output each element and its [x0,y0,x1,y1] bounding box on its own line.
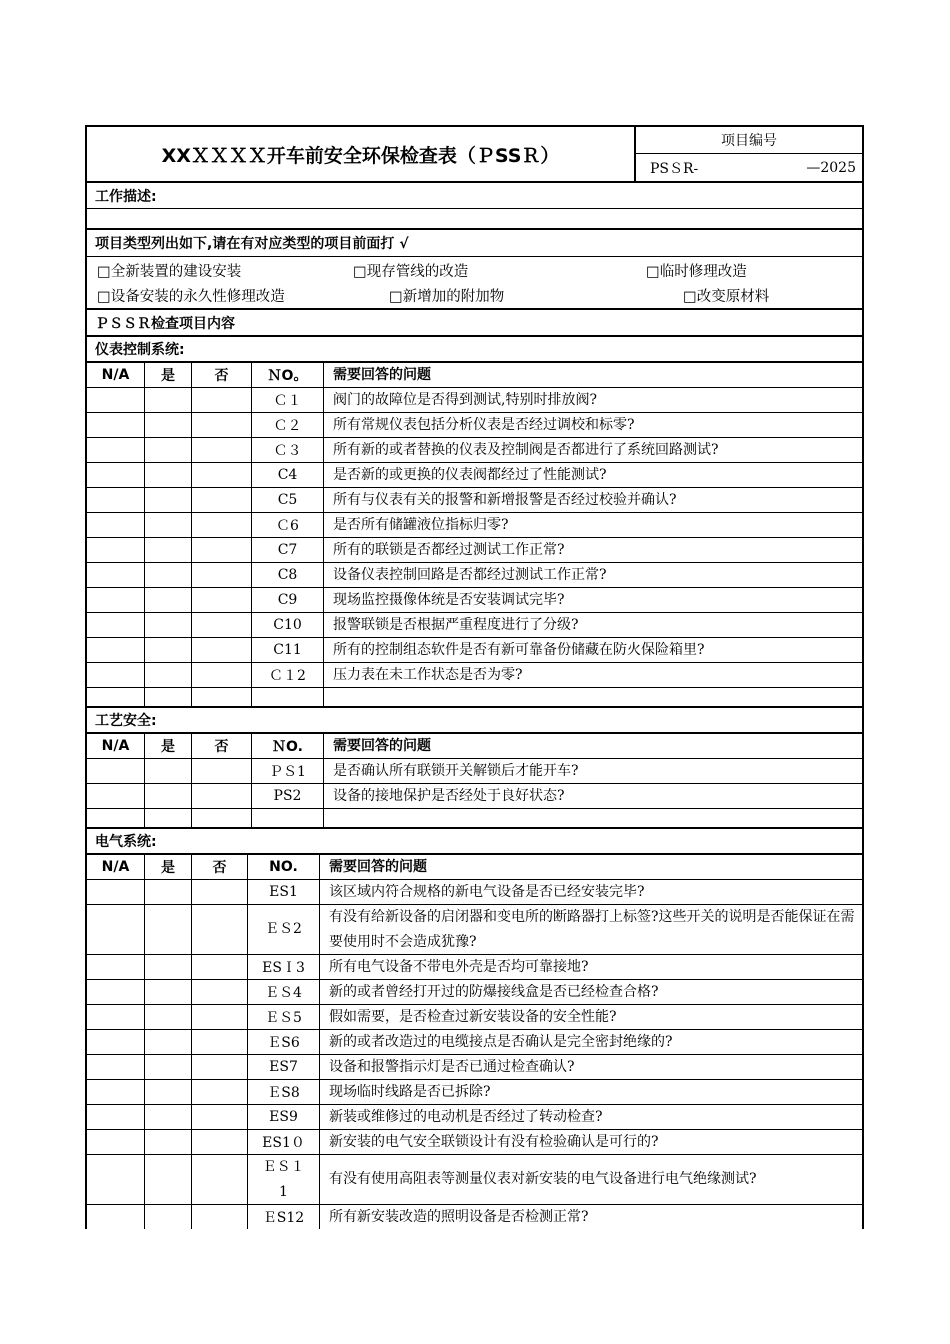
table-row [85,612,864,637]
yes-check-cell[interactable] [145,1105,192,1129]
col-question-header: 需要回答的问题 [333,366,431,383]
project-type-instruction-row [85,228,864,256]
question-text: 设备仪表控制回路是否都经过测试工作正常? [333,566,607,583]
question-text: 该区域内符合规格的新电气设备是否已经安装完毕? [329,883,645,900]
yes-check-cell[interactable] [145,588,192,612]
na-check-cell[interactable] [87,513,145,537]
na-check-cell[interactable] [87,955,145,979]
na-check-cell[interactable] [87,413,145,437]
pssr-checklist-form [85,125,864,1229]
question-text: 新装或维修过的电动机是否经过了转动检查? [329,1108,603,1125]
table-row [85,1204,864,1229]
table-row [85,637,864,662]
item-number: C10 [252,613,324,637]
section-title: 电气系统: [95,834,157,850]
no-check-cell[interactable] [192,1130,248,1154]
yes-check-cell[interactable] [145,388,192,412]
yes-check-cell[interactable] [145,955,192,979]
col-yes-header: 是 [145,855,192,879]
item-number: C4 [252,463,324,487]
no-check-cell[interactable] [192,1030,248,1054]
option-new-install-checkbox[interactable]: □全新装置的建设安装 [97,264,242,280]
question-text: 现场监控摄像体统是否安装调试完毕? [333,591,565,608]
table-row [85,808,864,827]
no-check-cell[interactable] [192,1205,248,1229]
pssr-content-row [85,308,864,335]
form-header [85,125,864,181]
col-question-header: 需要回答的问题 [333,737,431,754]
table-row [85,1004,864,1029]
no-check-cell[interactable] [192,613,252,637]
na-check-cell[interactable] [87,880,145,904]
table-row [85,1104,864,1129]
yes-check-cell[interactable] [145,488,192,512]
na-check-cell[interactable] [87,1005,145,1029]
question-text: 设备和报警指示灯是否已通过检查确认? [329,1058,575,1075]
question-text: 压力表在未工作状态是否为零? [333,666,523,683]
col-no-header: 否 [192,363,252,387]
question-text: 所有电气设备不带电外壳是否均可靠接地? [329,958,589,975]
no-check-cell[interactable] [192,980,248,1004]
work-description-label: 工作描述: [95,188,157,205]
no-check-cell[interactable] [192,1055,248,1079]
yes-check-cell[interactable] [145,1055,192,1079]
table-row [85,587,864,612]
table-row [85,462,864,487]
item-number: ＥＳ１1 [248,1155,320,1204]
no-check-cell[interactable] [192,413,252,437]
table-row [85,954,864,979]
na-check-cell[interactable] [87,759,145,783]
section-title-row-electrical [85,827,864,853]
yes-check-cell[interactable] [145,613,192,637]
yes-check-cell[interactable] [145,413,192,437]
yes-check-cell[interactable] [145,784,192,808]
na-check-cell[interactable] [87,980,145,1004]
col-na-header: N/A [87,734,145,758]
no-check-cell[interactable] [192,880,248,904]
no-check-cell[interactable] [192,638,252,662]
table-row [85,1029,864,1054]
yes-check-cell[interactable] [145,1080,192,1104]
na-check-cell[interactable] [87,638,145,662]
na-check-cell[interactable] [87,1030,145,1054]
table-row [85,562,864,587]
project-no-suffix: —2025 [806,159,856,176]
question-text: 假如需要，是否检查过新安装设备的安全性能? [329,1008,617,1025]
question-text: 阀门的故障位是否得到测试,特别时排放阀? [333,391,597,408]
no-check-cell[interactable] [192,388,252,412]
col-number-header: NO. [248,855,320,879]
item-number: ＥＳ5 [248,1005,320,1029]
table-row [85,758,864,783]
col-no-header: 否 [192,855,248,879]
question-text: 新的或者改造过的电缆接点是否确认是完全密封绝缘的? [329,1033,673,1050]
table-row [85,1054,864,1079]
question-text [324,688,862,706]
na-check-cell[interactable] [87,1080,145,1104]
yes-check-cell[interactable] [145,513,192,537]
item-number: Ｃ１ [252,388,324,412]
item-number: ＥＳ4 [248,980,320,1004]
yes-check-cell[interactable] [145,1130,192,1154]
option-pipeline-modify-checkbox[interactable]: □现存管线的改造 [353,264,469,280]
na-check-cell[interactable] [87,563,145,587]
form-title: XXＸＸＸＸ开车前安全环保检查表（ＰSSＲ） [161,144,560,167]
na-check-cell[interactable] [87,538,145,562]
project-type-options-row-1 [87,258,862,283]
no-check-cell[interactable] [192,538,252,562]
table-row [85,979,864,1004]
table-row [85,1079,864,1104]
project-no-label: 项目编号 [721,133,777,149]
no-check-cell[interactable] [192,784,252,808]
section-title-row-instrument-control [85,335,864,361]
yes-check-cell[interactable] [145,1155,192,1204]
na-check-cell[interactable] [87,1055,145,1079]
item-number [252,809,324,827]
no-check-cell[interactable] [192,463,252,487]
item-number: Ｃ6 [252,513,324,537]
no-check-cell[interactable] [192,1005,248,1029]
item-number: ES1 [248,880,320,904]
yes-check-cell[interactable] [145,438,192,462]
table-row [85,904,864,954]
yes-check-cell[interactable] [145,1205,192,1229]
question-text: 所有与仪表有关的报警和新增报警是否经过校验并确认? [333,491,677,508]
item-number: ＥS6 [248,1030,320,1054]
question-text [324,809,862,827]
option-new-addition-checkbox[interactable]: □新增加的附加物 [389,289,505,305]
work-description-field[interactable] [85,208,864,228]
no-check-cell[interactable] [192,438,252,462]
question-text: 所有常规仪表包括分析仪表是否经过调校和标零? [333,416,635,433]
na-check-cell[interactable] [87,688,145,706]
question-text: 新的或者曾经打开过的防爆接线盒是否已经检查合格? [329,983,659,1000]
yes-check-cell[interactable] [145,538,192,562]
na-check-cell[interactable] [87,1130,145,1154]
no-check-cell[interactable] [192,1105,248,1129]
item-number: ESＩ3 [248,955,320,979]
sections-container [85,335,864,1229]
na-check-cell[interactable] [87,663,145,687]
section-title: 工艺安全: [95,713,157,729]
question-text: 现场临时线路是否已拆除? [329,1083,491,1100]
yes-check-cell[interactable] [145,980,192,1004]
item-number: C9 [252,588,324,612]
item-number: ES7 [248,1055,320,1079]
na-check-cell[interactable] [87,784,145,808]
na-check-cell[interactable] [87,463,145,487]
yes-check-cell[interactable] [145,759,192,783]
table-header-electrical [85,853,864,879]
section-title-row-process-safety [85,706,864,732]
item-number: C8 [252,563,324,587]
table-row [85,662,864,687]
table-row [85,412,864,437]
na-check-cell[interactable] [87,388,145,412]
yes-check-cell[interactable] [145,563,192,587]
na-check-cell[interactable] [87,613,145,637]
na-check-cell[interactable] [87,905,145,954]
question-text: 所有的控制组态软件是否有新可靠备份储藏在防火保险箱里? [333,641,705,658]
option-temp-repair-checkbox[interactable]: □临时修理改造 [646,264,747,280]
col-question-header: 需要回答的问题 [329,858,427,875]
work-description-row [85,181,864,208]
item-number: Ｃ２ [252,413,324,437]
no-check-cell[interactable] [192,905,248,954]
yes-check-cell[interactable] [145,663,192,687]
question-text: 是否所有储罐液位指标归零? [333,516,509,533]
question-text: 所有新安装改造的照明设备是否检测正常? [329,1208,589,1225]
no-check-cell[interactable] [192,488,252,512]
col-na-header: N/A [87,363,145,387]
section-title: 仪表控制系统: [95,342,185,358]
item-number: ES1０ [248,1130,320,1154]
col-no-header: 否 [192,734,252,758]
item-number: ＥS8 [248,1080,320,1104]
pssr-content-label: ＰＳＳＲ检查项目内容 [95,315,235,332]
col-number-header: ＮO。 [252,363,324,387]
table-row [85,687,864,706]
project-type-options-row-2 [87,283,862,308]
question-text: 设备的接地保护是否经处于良好状态? [333,787,565,804]
col-number-header: ＮO. [252,734,324,758]
question-text: 有没有使用高阻表等测量仪表对新安装的电气设备进行电气绝缘测试? [329,1171,757,1187]
item-number: ＰＳ1 [252,759,324,783]
na-check-cell[interactable] [87,438,145,462]
na-check-cell[interactable] [87,809,145,827]
yes-check-cell[interactable] [145,809,192,827]
item-number: C11 [252,638,324,662]
yes-check-cell[interactable] [145,463,192,487]
question-text: 新安装的电气安全联锁设计有没有检验确认是可行的? [329,1133,659,1150]
table-row [85,783,864,808]
question-text: 是否确认所有联锁开关解锁后才能开车? [333,762,579,779]
item-number: Ｃ１2 [252,663,324,687]
yes-check-cell[interactable] [145,905,192,954]
table-row [85,879,864,904]
no-check-cell[interactable] [192,955,248,979]
no-check-cell[interactable] [192,513,252,537]
item-number: ＥＳ2 [248,905,320,954]
table-header-instrument-control [85,361,864,387]
item-number: C5 [252,488,324,512]
option-permanent-repair-checkbox[interactable]: □设备安装的永久性修理改造 [97,289,285,305]
item-number: C7 [252,538,324,562]
table-row [85,1154,864,1204]
col-yes-header: 是 [145,734,192,758]
question-text: 有没有给新设备的启闭器和变电所的断路器打上标签?这些开关的说明是否能保证在需要使用时不会造成犹豫? [329,908,855,950]
item-number: ＥS12 [248,1205,320,1229]
question-text: 所有的联锁是否都经过测试工作正常? [333,541,565,558]
question-text: 所有新的或者替换的仪表及控制阀是否都进行了系统回路测试? [333,441,719,458]
table-row [85,487,864,512]
col-yes-header: 是 [145,363,192,387]
no-check-cell[interactable] [192,759,252,783]
na-check-cell[interactable] [87,1155,145,1204]
project-no-prefix: PSＳR- [650,160,699,177]
col-na-header: N/A [87,855,145,879]
table-row [85,537,864,562]
na-check-cell[interactable] [87,588,145,612]
table-row [85,512,864,537]
yes-check-cell[interactable] [145,880,192,904]
item-number: Ｃ３ [252,438,324,462]
yes-check-cell[interactable] [145,688,192,706]
table-header-process-safety [85,732,864,758]
no-check-cell[interactable] [192,588,252,612]
no-check-cell[interactable] [192,1155,248,1204]
option-change-material-checkbox[interactable]: □改变原材料 [683,289,770,305]
na-check-cell[interactable] [87,1205,145,1229]
question-text: 是否新的或更换的仪表阀都经过了性能测试? [333,466,607,483]
na-check-cell[interactable] [87,488,145,512]
table-row [85,1129,864,1154]
item-number: ES9 [248,1105,320,1129]
no-check-cell[interactable] [192,809,252,827]
no-check-cell[interactable] [192,563,252,587]
na-check-cell[interactable] [87,1105,145,1129]
table-row [85,387,864,412]
no-check-cell[interactable] [192,688,252,706]
yes-check-cell[interactable] [145,638,192,662]
yes-check-cell[interactable] [145,1005,192,1029]
project-type-instruction: 项目类型列出如下,请在有对应类型的项目前面打 √ [95,236,409,252]
no-check-cell[interactable] [192,1080,248,1104]
item-number [252,688,324,706]
no-check-cell[interactable] [192,663,252,687]
question-text: 报警联锁是否根据严重程度进行了分级? [333,616,579,633]
yes-check-cell[interactable] [145,1030,192,1054]
table-row [85,437,864,462]
project-type-options [85,256,864,308]
item-number: PS2 [252,784,324,808]
